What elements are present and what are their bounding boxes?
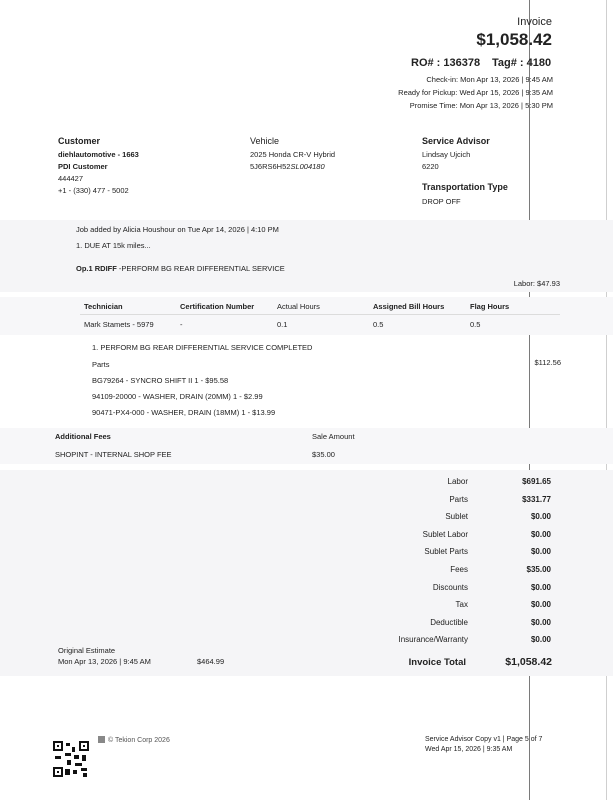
total-label: Insurance/Warranty bbox=[398, 635, 468, 645]
copy-info: Service Advisor Copy v1 | Page 5 of 7 bbox=[425, 736, 543, 743]
vehicle-model: 2025 Honda CR-V Hybrid bbox=[250, 150, 336, 159]
total-value: $0.00 bbox=[530, 600, 551, 610]
promise-time: Promise Time: Mon Apr 13, 2026 | 5:30 PM bbox=[409, 101, 553, 110]
job-note: 1. DUE AT 15k miles... bbox=[76, 241, 151, 250]
transport-heading: Transportation Type bbox=[422, 182, 508, 192]
tekion-logo-icon bbox=[98, 736, 105, 743]
check-in-time: Check-in: Mon Apr 13, 2026 | 9:45 AM bbox=[426, 75, 553, 84]
total-value: $0.00 bbox=[530, 617, 551, 627]
total-label: Sublet Parts bbox=[424, 547, 468, 557]
total-label: Sublet Labor bbox=[422, 529, 468, 539]
vin-prefix: 5J6RS6H52 bbox=[250, 162, 291, 171]
customer-heading: Customer bbox=[58, 136, 101, 146]
total-value: $0.00 bbox=[530, 547, 551, 557]
total-value: $691.65 bbox=[522, 477, 551, 486]
vehicle-vin bbox=[250, 162, 325, 171]
invoice-total-value: $1,058.42 bbox=[505, 656, 552, 668]
qr-code bbox=[53, 741, 89, 777]
estimate-heading: Original Estimate bbox=[58, 646, 116, 655]
td-certification: - bbox=[180, 320, 183, 329]
th-certification: Certification Number bbox=[180, 302, 255, 311]
customer-id: 444427 bbox=[58, 174, 84, 183]
copyright-text: © Tekion Corp 2026 bbox=[108, 737, 170, 744]
total-value: $0.00 bbox=[530, 582, 551, 592]
advisor-heading: Service Advisor bbox=[422, 136, 490, 146]
total-value: $0.00 bbox=[530, 512, 551, 522]
invoice-total-label: Invoice Total bbox=[408, 657, 466, 668]
job-labor-total: Labor: $47.93 bbox=[513, 279, 560, 288]
advisor-number: 6220 bbox=[422, 162, 439, 171]
total-label: Deductible bbox=[430, 617, 468, 627]
scan-edge bbox=[606, 0, 607, 800]
scan-line bbox=[529, 0, 530, 800]
tag-number: Tag# : 4180 bbox=[492, 57, 552, 69]
op-line bbox=[76, 264, 285, 273]
vin-suffix: SL004180 bbox=[290, 162, 325, 171]
part-item: BG79264 - SYNCRO SHIFT II 1 - $95.58 bbox=[92, 376, 229, 385]
printed-date: Wed Apr 15, 2026 | 9:35 AM bbox=[425, 746, 513, 753]
estimate-amount: $464.99 bbox=[197, 657, 225, 666]
total-label: Parts bbox=[449, 494, 468, 504]
total-label: Sublet bbox=[445, 512, 468, 522]
th-technician: Technician bbox=[84, 302, 123, 311]
part-item: 94109-20000 - WASHER, DRAIN (20MM) 1 - $2.99 bbox=[92, 392, 263, 401]
th-assigned-bill-hours: Assigned Bill Hours bbox=[373, 302, 445, 311]
vehicle-heading: Vehicle bbox=[250, 136, 280, 146]
footer-copyright bbox=[98, 736, 170, 744]
total-label: Tax bbox=[455, 600, 468, 610]
total-label: Discounts bbox=[432, 582, 468, 592]
total-value: $0.00 bbox=[530, 529, 551, 539]
job-completed-line: 1. PERFORM BG REAR DIFFERENTIAL SERVICE COMPLETED bbox=[92, 343, 313, 352]
total-label: Fees bbox=[450, 565, 468, 574]
table-divider bbox=[80, 314, 560, 315]
doc-type: Invoice bbox=[517, 16, 552, 28]
part-item: 90471-PX4-000 - WASHER, DRAIN (18MM) 1 - $13.99 bbox=[92, 408, 276, 417]
ro-number: RO# : 136378 bbox=[411, 57, 481, 69]
ready-for-pickup: Ready for Pickup: Wed Apr 15, 2026 | 9:35 AM bbox=[398, 88, 553, 97]
total-value: $35.00 bbox=[526, 565, 551, 574]
fees-amount-heading: Sale Amount bbox=[312, 432, 355, 441]
total-label: Labor bbox=[447, 477, 468, 486]
fee-amount: $35.00 bbox=[312, 450, 335, 459]
total-value: $0.00 bbox=[530, 635, 551, 645]
th-actual-hours: Actual Hours bbox=[277, 302, 320, 311]
advisor-name: Lindsay Ujcich bbox=[422, 150, 471, 159]
customer-account: diehlautomotive - 1663 bbox=[58, 150, 139, 159]
parts-heading: Parts bbox=[92, 360, 110, 369]
customer-phone: +1 - (330) 477 - 5002 bbox=[58, 186, 129, 195]
customer-name: PDI Customer bbox=[58, 162, 108, 171]
td-flag-hours: 0.5 bbox=[470, 320, 481, 329]
transport-type: DROP OFF bbox=[422, 197, 461, 206]
td-actual-hours: 0.1 bbox=[277, 320, 288, 329]
total-value: $331.77 bbox=[522, 494, 551, 504]
parts-total: $112.56 bbox=[534, 358, 561, 367]
op-code: Op.1 RDIFF bbox=[76, 264, 117, 273]
th-flag-hours: Flag Hours bbox=[470, 302, 510, 311]
job-added-by: Job added by Alicia Houshour on Tue Apr 14, 2026 | 4:10 PM bbox=[76, 225, 279, 234]
fees-heading: Additional Fees bbox=[55, 432, 111, 441]
estimate-date: Mon Apr 13, 2026 | 9:45 AM bbox=[58, 657, 151, 666]
invoice-total-header: $1,058.42 bbox=[476, 30, 552, 49]
td-assigned-bill-hours: 0.5 bbox=[373, 320, 384, 329]
fee-item: SHOPINT - INTERNAL SHOP FEE bbox=[55, 450, 172, 459]
td-technician: Mark Stamets - 5979 bbox=[84, 320, 154, 329]
op-desc: -PERFORM BG REAR DIFFERENTIAL SERVICE bbox=[116, 264, 285, 273]
